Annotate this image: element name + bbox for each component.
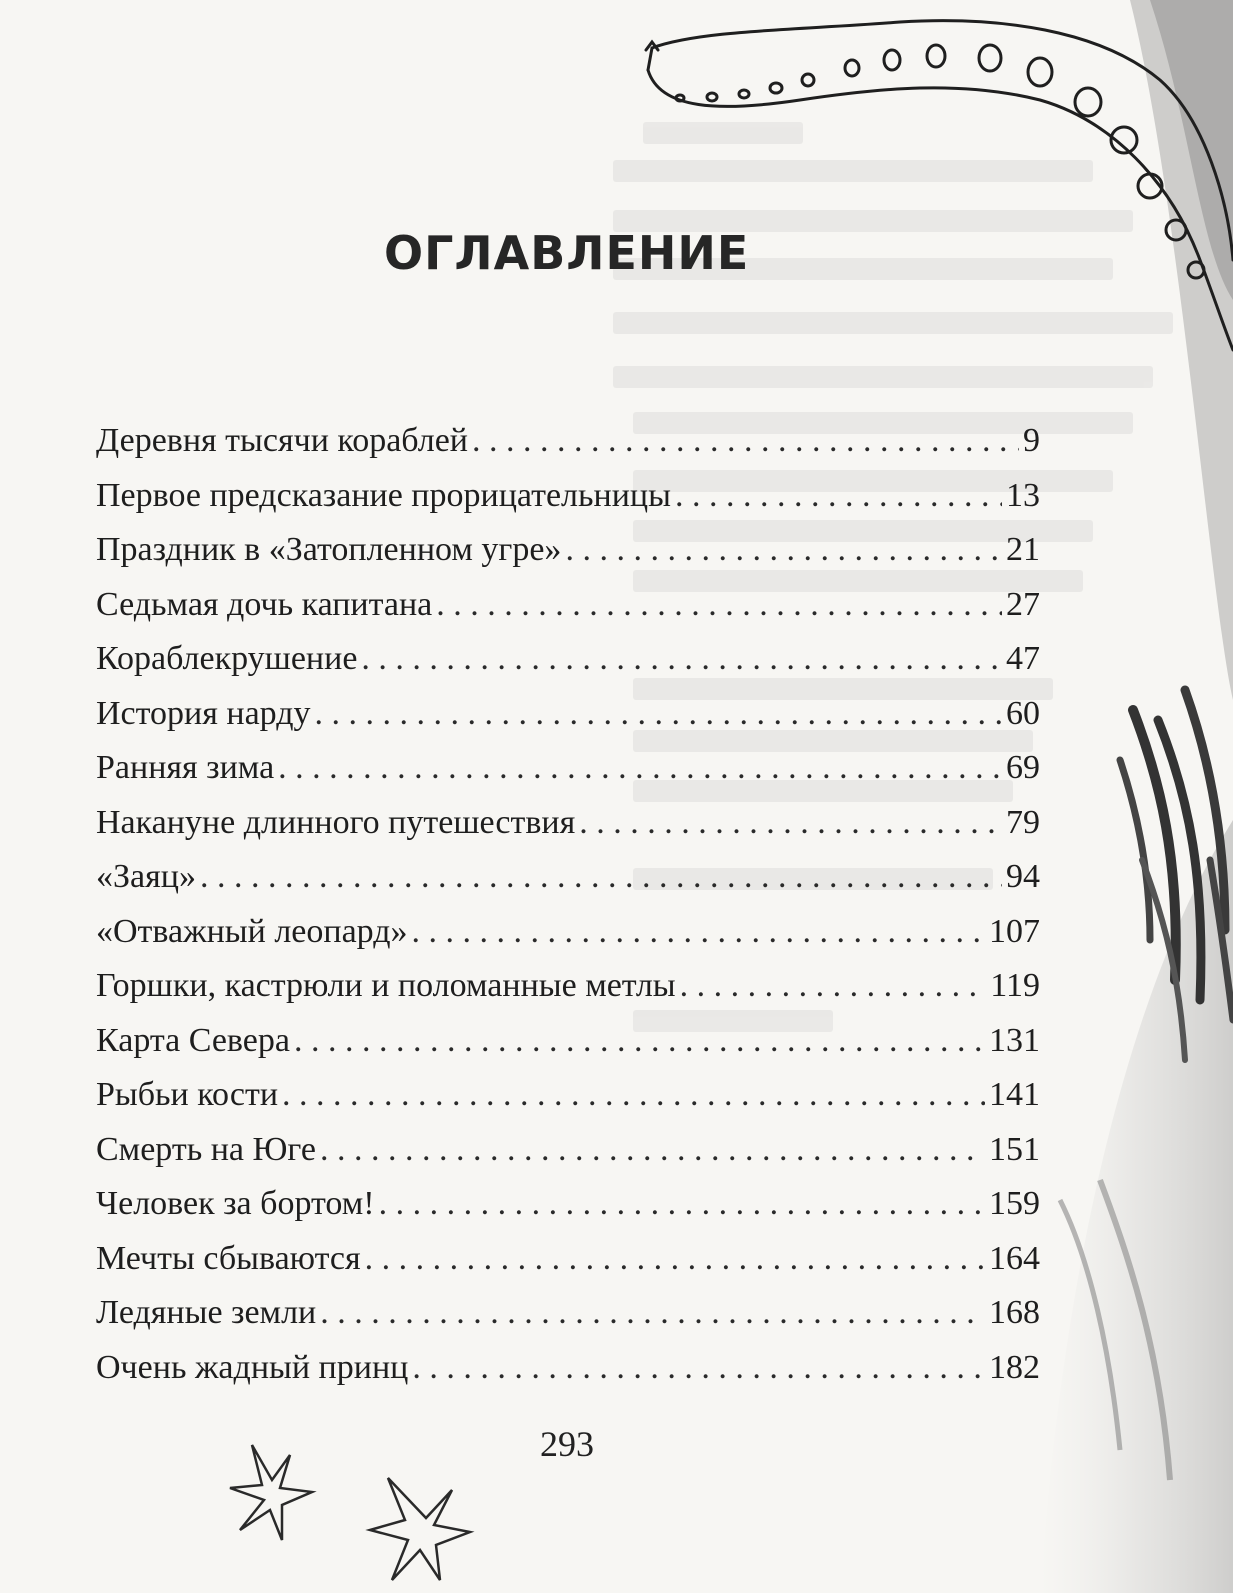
- toc-dot-leader: [565, 523, 1002, 578]
- toc-entry[interactable]: [96, 850, 1040, 905]
- toc-entry-page: 141: [989, 1076, 1040, 1113]
- toc-entry[interactable]: [96, 578, 1040, 633]
- toc-entry-title: «Заяц»: [96, 858, 196, 895]
- toc-dot-leader: [294, 1014, 985, 1069]
- toc-entry-page: 21: [1006, 531, 1040, 568]
- toc-dot-leader: [412, 905, 985, 960]
- toc-dot-leader: [200, 850, 1002, 905]
- toc-entry-title: «Отважный леопард»: [96, 912, 408, 950]
- toc-entry-title: Смерть на Юге: [96, 1130, 317, 1168]
- toc-entry-page: 182: [989, 1348, 1040, 1386]
- toc-entry-title: Ледяные земли: [96, 1294, 317, 1331]
- toc-dot-leader: [278, 741, 1002, 796]
- toc-entry-title: Горшки, кастрюли и поломанные метлы: [96, 967, 676, 1004]
- page-number: 293: [540, 1424, 594, 1464]
- toc-dot-leader: [579, 796, 1002, 851]
- toc-entry-page: 13: [1006, 476, 1040, 514]
- toc-dot-leader: [680, 959, 987, 1014]
- toc-dot-leader: [320, 1123, 985, 1178]
- toc-entry-title: Человек за бортом!: [96, 1185, 375, 1222]
- toc-entry-page: 159: [989, 1185, 1040, 1222]
- toc-entry-page: 107: [989, 912, 1040, 950]
- toc-entry-page: 119: [990, 967, 1040, 1004]
- toc-entry[interactable]: [96, 1341, 1040, 1396]
- table-of-contents: [96, 414, 1040, 1395]
- toc-entry-title: Рыбьи кости: [96, 1076, 279, 1113]
- toc-entry-page: 94: [1006, 858, 1040, 895]
- toc-entry[interactable]: [96, 1232, 1040, 1287]
- toc-entry[interactable]: [96, 1286, 1040, 1341]
- toc-entry-title: Первое предсказание прорицательницы: [96, 476, 671, 514]
- toc-entry-page: 27: [1006, 585, 1040, 623]
- toc-dot-leader: [315, 687, 1002, 742]
- toc-dot-leader: [472, 414, 1019, 469]
- toc-dot-leader: [320, 1286, 985, 1341]
- toc-entry-page: 164: [989, 1239, 1040, 1277]
- toc-entry-title: История нарду: [96, 694, 311, 732]
- toc-entry-title: Деревня тысячи кораблей: [96, 422, 468, 459]
- toc-entry-page: 9: [1023, 422, 1040, 459]
- toc-entry-page: 47: [1006, 640, 1040, 677]
- toc-entry-page: 168: [989, 1294, 1040, 1331]
- toc-entry[interactable]: [96, 1068, 1040, 1123]
- toc-dot-leader: [282, 1068, 985, 1123]
- toc-dot-leader: [412, 1341, 985, 1396]
- toc-entry-page: 151: [989, 1130, 1040, 1168]
- toc-entry[interactable]: [96, 1123, 1040, 1178]
- toc-entry-title: Седьмая дочь капитана: [96, 585, 433, 623]
- toc-entry[interactable]: [96, 1177, 1040, 1232]
- toc-entry-title: Праздник в «Затопленном угре»: [96, 531, 562, 568]
- toc-entry[interactable]: [96, 523, 1040, 578]
- toc-dot-leader: [675, 469, 1002, 524]
- toc-entry[interactable]: [96, 796, 1040, 851]
- tentacle-icon: [646, 21, 1233, 350]
- toc-heading: ОГЛАВЛЕНИЕ: [384, 226, 750, 280]
- seaweed-icon: [1040, 0, 1233, 1593]
- toc-entry-title: Очень жадный принц: [96, 1348, 409, 1386]
- toc-dot-leader: [365, 1232, 985, 1287]
- toc-entry-title: Накануне длинного путешествия: [96, 803, 576, 841]
- toc-entry[interactable]: [96, 741, 1040, 796]
- toc-dot-leader: [361, 632, 1002, 687]
- toc-entry[interactable]: [96, 959, 1040, 1014]
- toc-entry[interactable]: [96, 632, 1040, 687]
- toc-entry-page: 69: [1006, 749, 1040, 786]
- toc-entry-page: 131: [989, 1021, 1040, 1059]
- toc-entry-title: Кораблекрушение: [96, 640, 358, 677]
- toc-entry[interactable]: [96, 905, 1040, 960]
- toc-entry-page: 79: [1006, 803, 1040, 841]
- toc-dot-leader: [436, 578, 1002, 633]
- toc-entry-title: Карта Севера: [96, 1021, 290, 1059]
- toc-entry-page: 60: [1006, 694, 1040, 732]
- toc-entry-title: Ранняя зима: [96, 749, 275, 786]
- starfish-icon: [230, 1445, 470, 1580]
- toc-entry[interactable]: [96, 414, 1040, 469]
- toc-entry[interactable]: [96, 1014, 1040, 1069]
- toc-entry[interactable]: [96, 469, 1040, 524]
- toc-entry-title: Мечты сбываются: [96, 1239, 361, 1277]
- toc-dot-leader: [379, 1177, 985, 1232]
- toc-entry[interactable]: [96, 687, 1040, 742]
